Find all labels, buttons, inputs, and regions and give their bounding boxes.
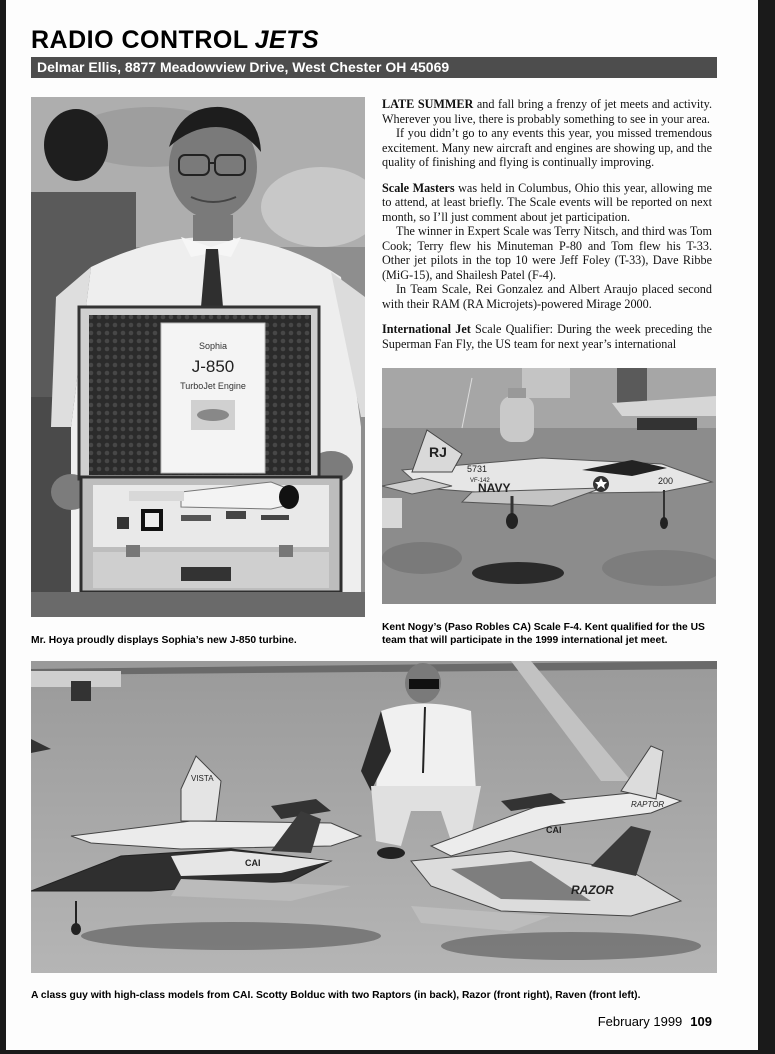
paragraph-3-text: was held in Columbus, Ohio this year, allowing me to attend, at least briefly. The Scale events will be reported on next month, so I’ll just comment about jet participation. xyxy=(382,180,712,224)
magazine-page xyxy=(6,0,758,1050)
issue-date: February 1999 xyxy=(597,1014,683,1029)
modex: 200 xyxy=(658,476,674,486)
manual-model: J-850 xyxy=(191,357,235,376)
f4-caption: Kent Nogy’s (Paso Robles CA) Scale F-4. Kent qualified for the US team that will participate in the 1999 international jet meet. xyxy=(382,622,705,646)
runin-scale-masters: Scale Masters xyxy=(382,180,455,195)
hoya-caption: Mr. Hoya proudly displays Sophia’s new J-850 turbine. xyxy=(31,635,297,646)
title-main: RADIO CONTROL xyxy=(31,26,249,54)
article-text xyxy=(382,97,712,351)
runin-international-jet: International Jet xyxy=(382,322,471,336)
paragraph-3 xyxy=(382,181,712,225)
paragraph-1 xyxy=(382,97,712,126)
squadron-label: VF-142 xyxy=(470,478,490,484)
raven-brand: CAI xyxy=(245,858,261,868)
raptor-brand: CAI xyxy=(546,825,562,835)
tail-code: RJ xyxy=(429,444,447,460)
paragraph-1-text: and fall bring a frenzy of jet meets and activity. Wherever you live, there is probably something to see in your area. xyxy=(382,97,712,126)
manual-brand: Sophia xyxy=(198,341,228,351)
cai-models-photo xyxy=(31,661,717,973)
author-address: Delmar Ellis, 8877 Meadowview Drive, West Chester OH 45069 xyxy=(37,59,450,75)
runin-late-summer: LATE SUMMER xyxy=(382,97,474,111)
manual-subtitle: TurboJet Engine xyxy=(180,381,246,391)
paragraph-6 xyxy=(382,322,712,351)
serial-number: 5731 xyxy=(467,464,488,474)
paragraph-4: The winner in Expert Scale was Terry Nitsch, and third was Tom Cook; Terry flew his Minuteman P-80 and Tom flew his T-33. Other jet pilots in the top 10 were Jeff Foley (T-33), Dave Ribbe (MiG-15), and Shailesh Patel (F-4). xyxy=(382,224,712,282)
f4-photo xyxy=(382,368,716,604)
page-number: 109 xyxy=(690,1014,712,1029)
cai-caption: A class guy with high-class models from CAI. Scotty Bolduc with two Raptors (in back), Razor (front right), Raven (front left). xyxy=(31,990,641,1001)
title-accent: JETS xyxy=(254,26,320,54)
raptor-tail-label: VISTA xyxy=(191,774,214,783)
navy-lettering: NAVY xyxy=(478,481,511,495)
paragraph-6-text: Scale Qualifier: During the week preceding the Superman Fan Fly, the US team for next year’s international xyxy=(382,322,712,351)
page-footer xyxy=(598,1014,712,1029)
paragraph-2: If you didn’t go to any events this year, you missed tremendous excitement. Many new aircraft and engines are showing up, and the quality of finishing and flying is continually improving. xyxy=(382,126,712,169)
column-title xyxy=(31,26,319,55)
raptor-label: RAPTOR xyxy=(631,800,665,809)
paragraph-5: In Team Scale, Rei Gonzalez and Albert Araujo placed second with their RAM (RA Microjets)-powered Mirage 2000. xyxy=(382,282,712,311)
hoya-photo xyxy=(31,97,365,617)
razor-label: RAZOR xyxy=(571,883,614,897)
author-address-bar xyxy=(31,57,717,78)
